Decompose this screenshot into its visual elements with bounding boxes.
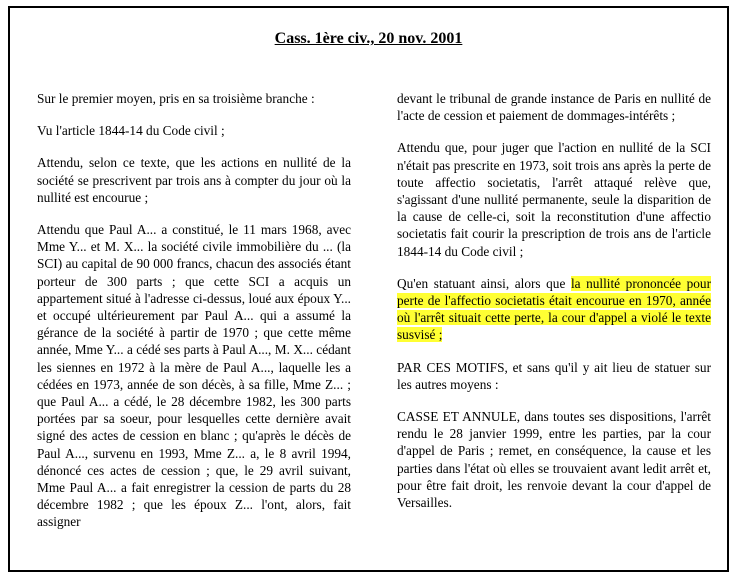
left-column: [37, 90, 351, 546]
paragraph-moyen: Sur le premier moyen, pris en sa troisième branche :: [37, 91, 315, 106]
paragraph-motifs-arret: Attendu que, pour juger que l'action en nullité de la SCI n'était pas prescrite en 1973, soit trois ans après la perte de toute affectio societatis, l'arrêt attaqué relève que, s'agissant d'une nullité permanente, seule la disparition de la cause de celle-ci, soit la reconstitution d'une affectio societatis fait courir la prescription de trois ans de l'article 1844-14 du Code civil ;: [397, 140, 711, 259]
paragraph-chapeau: Attendu, selon ce texte, que les actions en nullité de la société se prescrivent par trois ans à compter du jour où la nullité est encourue ;: [37, 155, 351, 205]
right-column: [397, 90, 711, 526]
paragraph-faits-suite: devant le tribunal de grande instance de Paris en nullité de l'acte de cession et paiement de dommages-intérêts ;: [397, 91, 711, 124]
paragraph-faits: Attendu que Paul A... a constitué, le 11 mars 1968, avec Mme Y... et M. X... la société civile immobilière du ... (la SCI) au capital de 90 000 francs, chacun des associés étant porteur de 300 parts ; que cette SCI a acquis un appartement situé à l'adresse ci-dessus, loué aux époux Y... et occupé ultérieurement par Paul A... qui a assumé la gérance de la société à partir de 1970 ; que cette même année, Mme Y... a cédé ses parts à Paul A..., M. X... cédant les siennes en 1972 à la mère de Paul A..., laquelle les a cédées en 1973, année de son décès, à sa fille, Mme Z... ; que Paul A... a cédé, le 28 décembre 1982, les 300 parts portées par sa soeur, pour lesquelles cette dernière avait signé des actes de cession en blanc ; qu'après le décès de Paul A..., survenu en 1993, Mme Z... a, le 8 avril 1994, dénoncé ces actes de cession ; que, le 29 avril suivant, Mme Paul A... a fait enregistrer la cession de parts du 28 décembre 1982 ; que les époux Z... l'ont, alors, fait assigner: [37, 222, 351, 530]
critique-plain-text: Qu'en statuant ainsi, alors que: [397, 275, 571, 291]
paragraph-par-ces-motifs: PAR CES MOTIFS, et sans qu'il y ait lieu de statuer sur les autres moyens :: [397, 359, 711, 392]
highlighted-text: la nullité prononcée pour perte de l'affectio societatis était encourue en 1970, année où l'arrêt situait cette perte, la cour d'appel a violé le texte susvisé ;: [397, 275, 711, 343]
document-title: Cass. 1ère civ., 20 nov. 2001: [274, 30, 463, 47]
paragraph-dispositif: CASSE ET ANNULE, dans toutes ses dispositions, l'arrêt rendu le 28 janvier 1999, entre les parties, par la cour d'appel de Paris ; remet, en conséquence, la cause et les parties dans l'état où elles se trouvaient avant ledit arrêt et, pour être fait droit, les renvoie devant la cour d'appel de Versailles.: [397, 409, 711, 511]
paragraph-visa: Vu l'article 1844-14 du Code civil ;: [37, 123, 225, 139]
paragraph-critique: [397, 275, 711, 344]
document-frame: [8, 6, 729, 572]
